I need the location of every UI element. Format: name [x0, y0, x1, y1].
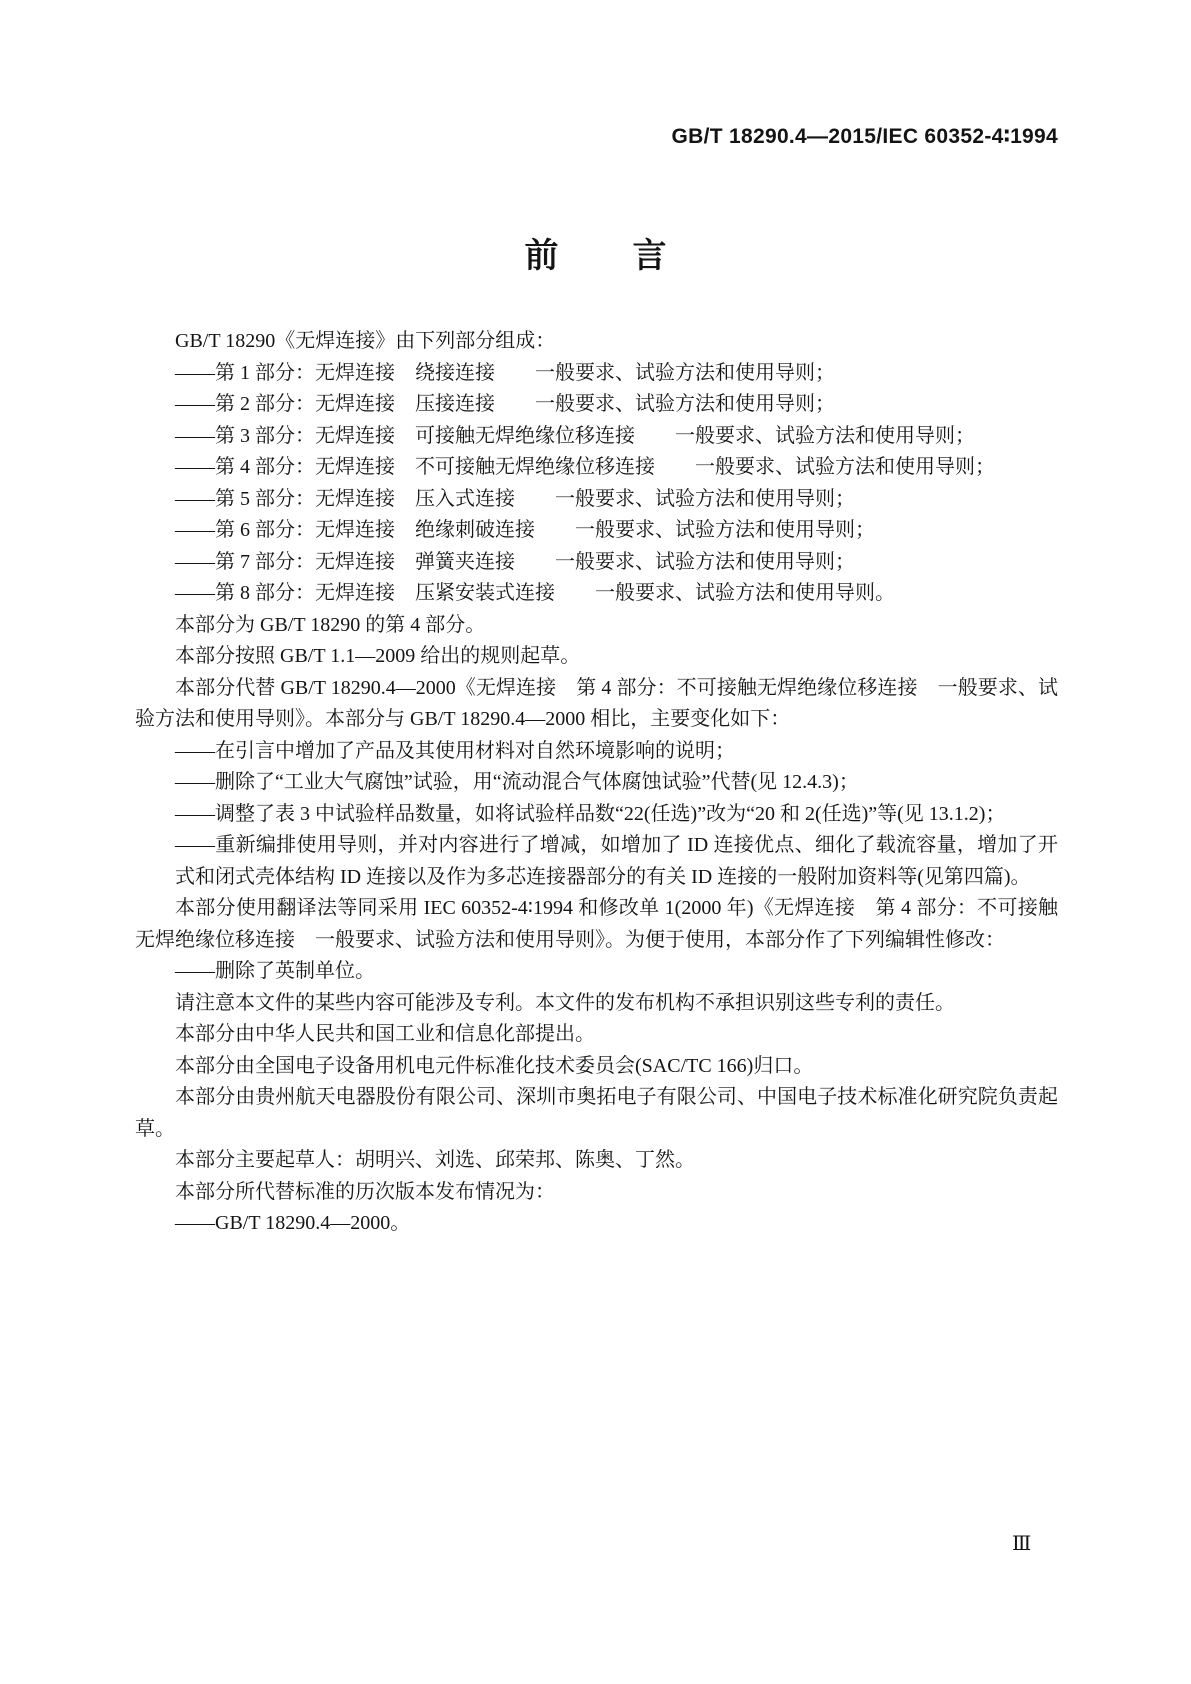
paragraph-change-4: ——重新编排使用导则，并对内容进行了增减，如增加了 ID 连接优点、细化了载流容量，增加了开式和闭式壳体结构 ID 连接以及作为多芯连接器部分的有关 ID 连接的一般附加资料等(见第四篇)。: [175, 834, 1058, 888]
paragraph-replaces: 本部分代替 GB/T 18290.4—2000《无焊连接 第 4 部分：不可接触无焊绝缘位移连接 一般要求、试验方法和使用导则》。本部分与 GB/T 18290.4—2000 相比，主要变化如下：: [135, 676, 1058, 730]
paragraph-part-4: ——第 4 部分：无焊连接 不可接触无焊绝缘位移连接 一般要求、试验方法和使用导则；: [175, 456, 995, 478]
paragraph-part-1: ——第 1 部分：无焊连接 绕接连接 一般要求、试验方法和使用导则；: [175, 361, 835, 384]
paragraph-proposed-by: 本部分由中华人民共和国工业和信息化部提出。: [175, 1023, 595, 1045]
paragraph-part-6: ——第 6 部分：无焊连接 绝缘刺破连接 一般要求、试验方法和使用导则；: [175, 519, 875, 541]
page-number: Ⅲ: [1012, 1533, 1032, 1555]
paragraph-history-intro: 本部分所代替标准的历次版本发布情况为：: [175, 1180, 555, 1203]
paragraph-part-7: ——第 7 部分：无焊连接 弹簧夹连接 一般要求、试验方法和使用导则；: [175, 550, 855, 573]
paragraph-drafters: 本部分主要起草人：胡明兴、刘选、邱荣邦、陈奥、丁然。: [175, 1149, 695, 1171]
paragraph-patent-notice: 请注意本文件的某些内容可能涉及专利。本文件的发布机构不承担识别这些专利的责任。: [175, 991, 955, 1014]
paragraph-this-part: 本部分为 GB/T 18290 的第 4 部分。: [175, 613, 486, 636]
paragraph-translation: 本部分使用翻译法等同采用 IEC 60352-4∶1994 和修改单 1(2000 年)《无焊连接 第 4 部分：不可接触无焊绝缘位移连接 一般要求、试验方法和使用导则》。为便于使用，本部分作了下列编辑性修改：: [135, 897, 1058, 951]
page-title: 前 言: [524, 238, 669, 275]
paragraph-change-2: ——删除了“工业大气腐蚀”试验，用“流动混合气体腐蚀试验”代替(见 12.4.3)；: [175, 771, 859, 793]
paragraph-history-item: ——GB/T 18290.4—2000。: [175, 1212, 411, 1234]
paragraph-edit-change: ——删除了英制单位。: [175, 960, 375, 982]
paragraph-centralized-by: 本部分由全国电子设备用机电元件标准化技术委员会(SAC/TC 166)归口。: [175, 1054, 814, 1077]
paragraph-part-5: ——第 5 部分：无焊连接 压入式连接 一般要求、试验方法和使用导则；: [175, 487, 855, 510]
paragraph-part-8: ——第 8 部分：无焊连接 压紧安装式连接 一般要求、试验方法和使用导则。: [175, 582, 895, 604]
paragraph-drafting-rule: 本部分按照 GB/T 1.1—2009 给出的规则起草。: [175, 645, 581, 667]
paragraph-part-3: ——第 3 部分：无焊连接 可接触无焊绝缘位移连接 一般要求、试验方法和使用导则；: [175, 424, 975, 447]
paragraph-series-intro: GB/T 18290《无焊连接》由下列部分组成：: [175, 330, 556, 352]
paragraph-part-2: ——第 2 部分：无焊连接 压接连接 一般要求、试验方法和使用导则；: [175, 393, 835, 415]
paragraph-drafting-orgs: 本部分由贵州航天电器股份有限公司、深圳市奥拓电子有限公司、中国电子技术标准化研究院负责起草。: [135, 1086, 1058, 1140]
paragraph-change-3: ——调整了表 3 中试验样品数量，如将试验样品数“22(任选)”改为“20 和 2(任选)”等(见 13.1.2)；: [175, 802, 1006, 825]
standard-code-header: GB/T 18290.4—2015/IEC 60352-4∶1994: [671, 125, 1058, 148]
paragraph-change-1: ——在引言中增加了产品及其使用材料对自然环境影响的说明；: [175, 739, 735, 762]
foreword-body: [135, 326, 1058, 1240]
